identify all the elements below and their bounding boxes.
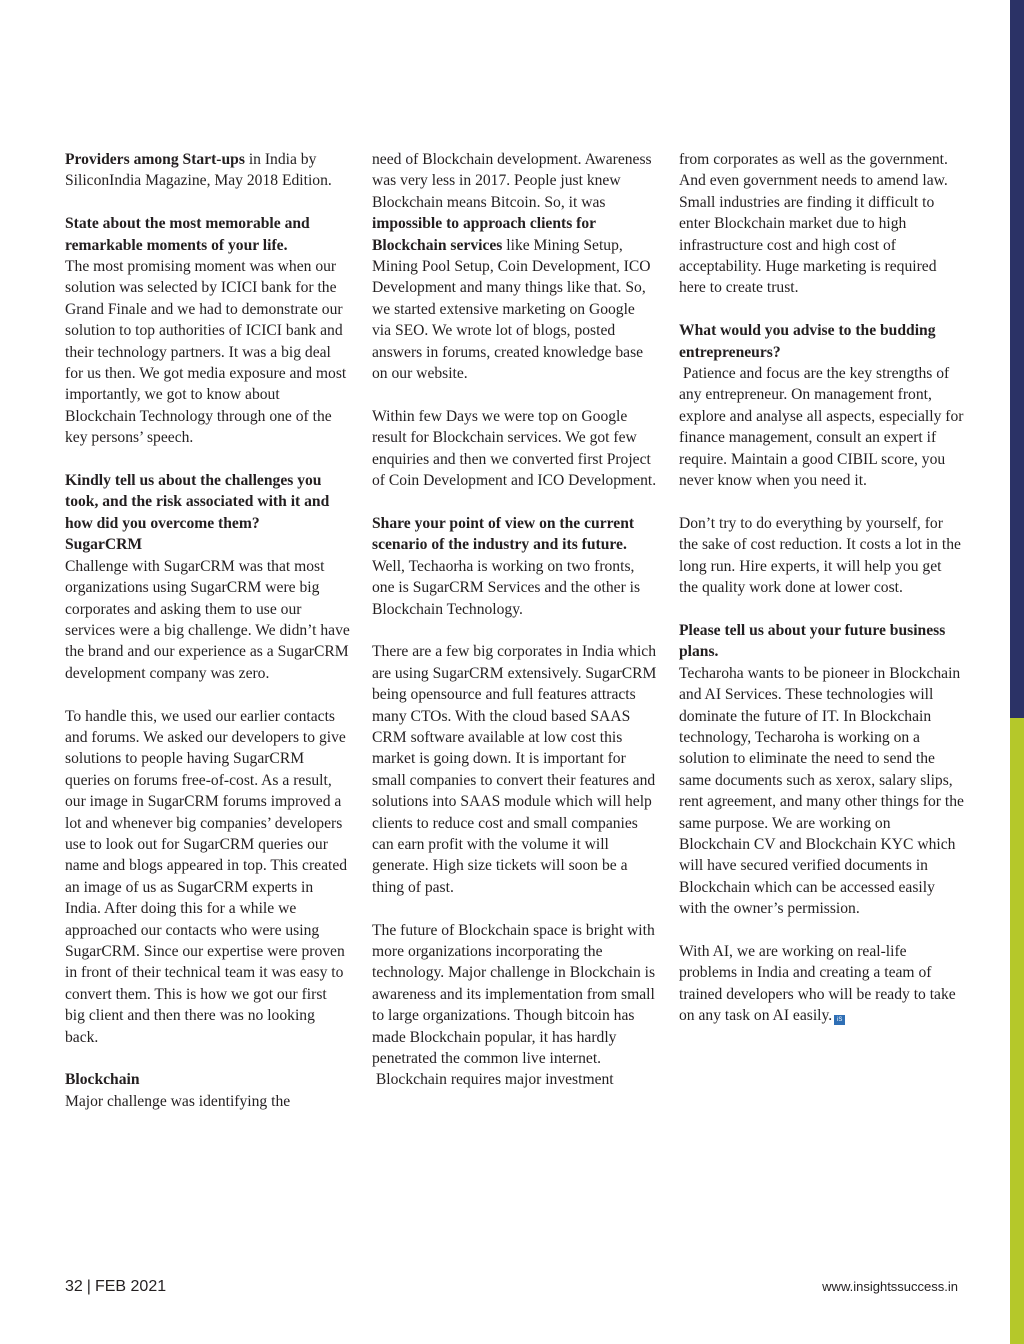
answer-paragraph: Patience and focus are the key strengths of any entrepreneur. On management front, explore and analyse all aspects, especially for finance management, consult an expert if require. Maintain a good CIBIL score, you never know when you need it. [679, 365, 968, 490]
end-mark-icon: iS [834, 1015, 845, 1025]
issue-date: FEB 2021 [94, 1278, 167, 1295]
text-span: need of Blockchain development. Awareness was very less in 2017. People just knew Blockchain means Bitcoin. So, it was [372, 151, 652, 211]
page-number: 32 [65, 1278, 83, 1295]
paragraph: Within few Days we were top on Google result for Blockchain services. We got few enquiries and then we converted first Project of Coin Development and ICO Development. [372, 407, 657, 490]
answer-paragraph: To handle this, we used our earlier contacts and forums. We asked our developers to give solutions to people having SugarCRM queries on forums free-of-cost. As a result, our image in SugarCRM forums improved a lot and whenever big companies’ developers use to look out for SugarCRM queries our name and blogs appeared in top. This created an image of us as SugarCRM experts in India. After doing this for a while we approached our contacts who were using SugarCRM. Since our expertise were proven in front of their technical team it was easy to convert them. This is how we got our first big client and then there was no looking back. [65, 707, 348, 1046]
article-column-3 [679, 149, 968, 1027]
question-heading [372, 513, 657, 556]
answer-paragraph: Major challenge was identifying the [65, 1092, 291, 1110]
text-span: like Mining Setup, Mining Pool Setup, Coin Development, ICO Development and many things like that. So, we started extensive marketing on Google via SEO. We wrote lot of blogs, posted answers in forums, created knowledge base on our website. [372, 236, 651, 383]
folio-separator: | [86, 1278, 91, 1295]
subheading-text: Blockchain [65, 1071, 140, 1089]
website-url: www.insightssuccess.in [822, 1279, 958, 1294]
question-text: Please tell us about your future business plans. [679, 621, 946, 661]
subheading-text: SugarCRM [65, 536, 143, 554]
question-heading [679, 620, 964, 663]
question-heading [65, 470, 350, 534]
answer-paragraph: Don’t try to do everything by yourself, for the sake of cost reduction. It costs a lot in the long run. Hire experts, it will help you get the quality work done at lower cost. [679, 514, 961, 597]
question-text: What would you advise to the budding entrepreneurs? [679, 322, 936, 361]
text-span: in India by SiliconIndia Magazine, May 2018 Edition. [65, 151, 332, 190]
subheading [65, 1069, 350, 1090]
question-heading [65, 213, 350, 256]
subheading [65, 534, 350, 555]
paragraph: from corporates as well as the government. And even government needs to amend law. Small industries are finding it difficult to enter Blockchain market due to high infrastructure cost and high cost of acceptability. Huge marketing is required here to create trust. [679, 151, 948, 297]
text-span: With AI, we are working on real-life problems in India and creating a team of trained developers who will be ready to take on any task on AI easily. [679, 942, 956, 1025]
bold-phrase: impossible to approach clients for Blockchain services [372, 215, 596, 254]
answer-paragraph: Blockchain requires major investment [372, 1071, 614, 1089]
answer-paragraph: Well, Techaorha is working on two fronts, one is SugarCRM Services and the other is Blockchain Technology. [372, 557, 641, 618]
answer-paragraph: Challenge with SugarCRM was that most organizations using SugarCRM were big corporates and asking them to use our services were a big challenge. We didn’t have the brand and our experience as a SugarCRM development company was zero. [65, 557, 350, 682]
paragraph [65, 149, 350, 192]
answer-paragraph: The most promising moment was when our solution was selected by ICICI bank for the Grand Finale and we had to demonstrate our solution to top authorities of ICICI bank and their technology partners. It was a big deal for us then. We got media exposure and most importantly, we got to know about Blockchain Technology through one of the key persons’ speech. [65, 258, 347, 447]
paragraph [372, 149, 657, 384]
article-column-2 [372, 149, 657, 1091]
page-footer-folio [65, 1278, 166, 1296]
bold-phrase: Providers among Start-ups [65, 151, 245, 168]
question-text: Share your point of view on the current scenario of the industry and its future. [372, 514, 635, 554]
question-heading [679, 320, 964, 363]
sidebar-accent-green [1010, 718, 1024, 1344]
sidebar-accent-navy [1010, 0, 1024, 718]
answer-paragraph: Techaroha wants to be pioneer in Blockchain and AI Services. These technologies will dominate the future of IT. In Blockchain technology, Techaroha is working on a solution to eliminate the need to send the same documents such as xerox, salary slips, rent agreement, and many other things for the same purpose. We are working on Blockchain CV and Blockchain KYC which will have secured verified documents in Blockchain which can be accessed easily with the owner’s permission. [679, 664, 964, 918]
question-text: State about the most memorable and remarkable moments of your life. [65, 215, 310, 254]
question-text: Kindly tell us about the challenges you took, and the risk associated with it and how did you overcome them? [65, 472, 330, 532]
answer-paragraph [679, 941, 964, 1027]
answer-paragraph: There are a few big corporates in India which are using SugarCRM extensively. SugarCRM being opensource and full features attracts many CTOs. With the cloud based SAAS CRM software available at low cost this market is going down. It is important for small companies to convert their features and solutions into SAAS module which will help clients to reduce cost and small companies can earn profit with the volume it will generate. High size tickets will soon be a thing of past. [372, 643, 657, 896]
article-column-1 [65, 149, 350, 1112]
answer-paragraph: The future of Blockchain space is bright with more organizations incorporating the technology. Major challenge in Blockchain is awareness and its implementation from small to large organizations. Though bitcoin has made Blockchain popular, it has hardly penetrated the common live internet. [372, 921, 656, 1067]
